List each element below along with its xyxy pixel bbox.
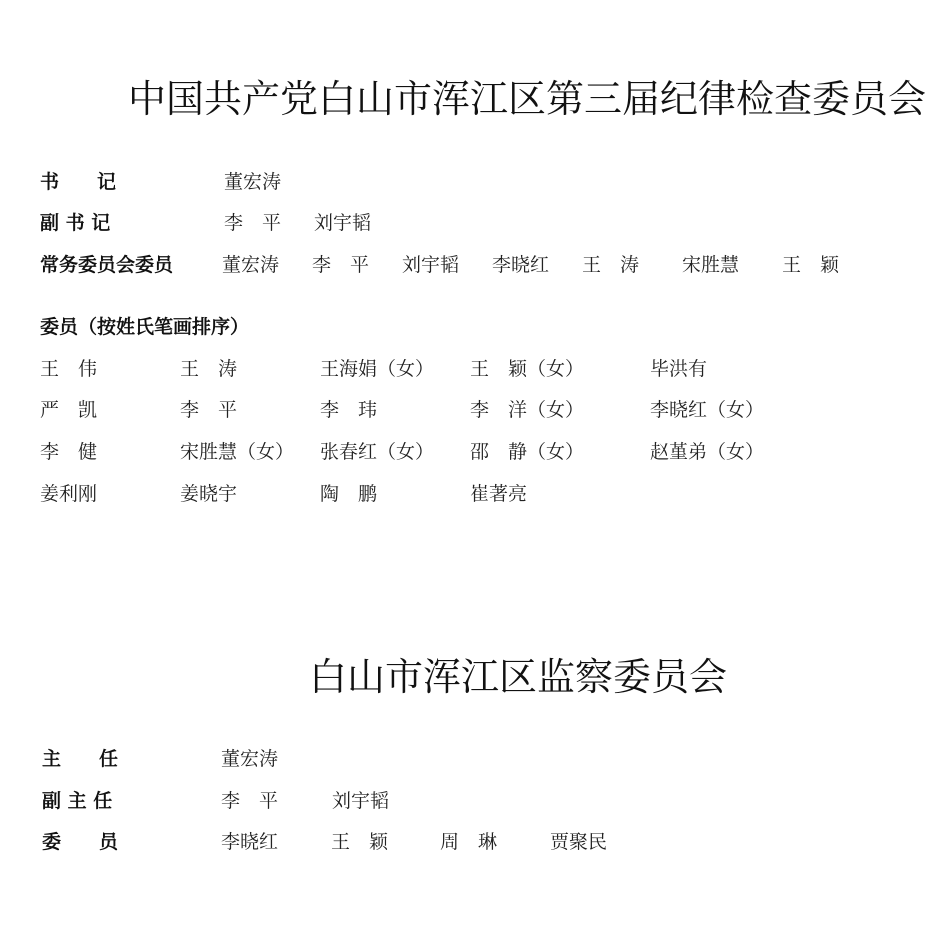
standing-member: 刘宇韬: [402, 254, 460, 276]
deputy-secretary-name: 刘宇韬: [314, 212, 372, 234]
member-name: 毕洪有: [650, 358, 708, 380]
director-label: 主 任: [42, 748, 119, 770]
member-name: 姜利刚: [40, 483, 98, 505]
deputy-secretary-name: 李 平: [224, 212, 282, 234]
members-heading: 委员（按姓氏笔画排序）: [40, 316, 250, 338]
standing-member: 王 颖: [782, 254, 840, 276]
member-name: 邵 静（女）: [470, 441, 585, 463]
member-name: 李晓红（女）: [650, 399, 765, 421]
supervision-member: 王 颖: [331, 831, 389, 853]
member-name: 严 凯: [40, 399, 98, 421]
member-name: 李 洋（女）: [470, 399, 585, 421]
member-name: 陶 鹏: [320, 483, 378, 505]
member-name: 宋胜慧（女）: [180, 441, 295, 463]
standing-member: 王 涛: [582, 254, 640, 276]
member-name: 王 颖（女）: [470, 358, 585, 380]
member-name: 张春红（女）: [320, 441, 435, 463]
supervision-members-label: 委 员: [42, 831, 119, 853]
deputy-director-label: 副 主 任: [42, 790, 113, 812]
member-name: 崔著亮: [470, 483, 528, 505]
supervision-member: 周 琳: [440, 831, 498, 853]
standing-member: 李 平: [312, 254, 370, 276]
member-name: 赵堇弟（女）: [650, 441, 765, 463]
member-name: 姜晓宇: [180, 483, 238, 505]
supervision-member: 李晓红: [221, 831, 279, 853]
standing-member: 李晓红: [492, 254, 550, 276]
member-name: 王海娟（女）: [320, 358, 435, 380]
standing-committee-label: 常务委员会委员: [40, 254, 174, 276]
member-name: 王 伟: [40, 358, 98, 380]
secretary-name: 董宏涛: [224, 171, 282, 193]
member-name: 李 健: [40, 441, 98, 463]
supervision-title: 白山市浑江区监察委员会: [309, 655, 728, 699]
standing-member: 董宏涛: [222, 254, 280, 276]
member-name: 李 平: [180, 399, 238, 421]
standing-member: 宋胜慧: [682, 254, 740, 276]
member-name: 李 玮: [320, 399, 378, 421]
deputy-director-name: 刘宇韬: [332, 790, 390, 812]
deputy-director-name: 李 平: [221, 790, 279, 812]
secretary-label: 书 记: [40, 171, 117, 193]
member-name: 王 涛: [180, 358, 238, 380]
commission-title: 中国共产党白山市浑江区第三届纪律检查委员会: [128, 77, 927, 121]
deputy-secretary-label: 副 书 记: [40, 212, 111, 234]
supervision-member: 贾聚民: [550, 831, 608, 853]
director-name: 董宏涛: [221, 748, 279, 770]
